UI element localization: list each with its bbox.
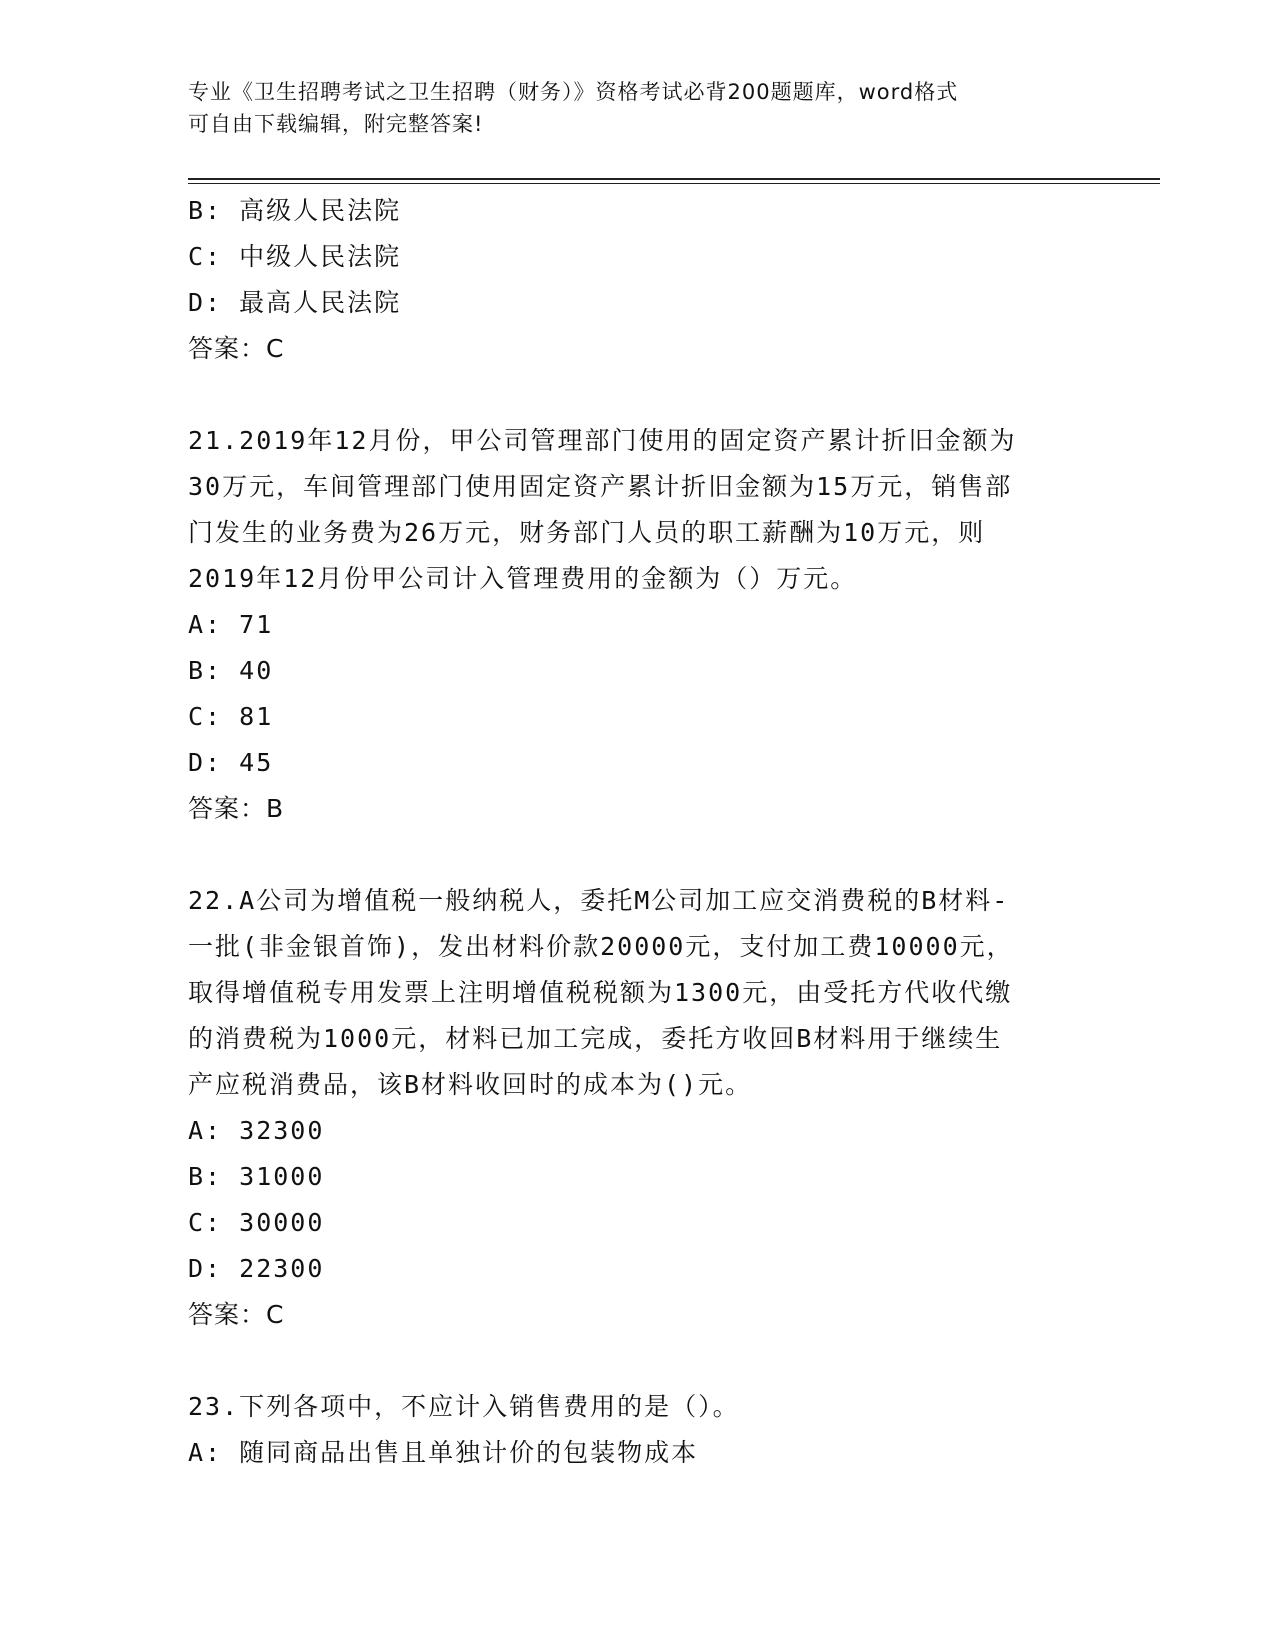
header-title-line-2: 可自由下载编辑，附完整答案! bbox=[188, 112, 484, 136]
question-22 bbox=[188, 878, 1088, 1338]
option-d: D: 最高人民法院 bbox=[188, 288, 402, 317]
prev-question bbox=[188, 188, 1088, 372]
question-23 bbox=[188, 1384, 1088, 1476]
question-stem-line: 30万元，车间管理部门使用固定资产累计折旧金额为15万元，销售部 bbox=[188, 472, 1013, 501]
option-c: C: 81 bbox=[188, 702, 274, 731]
option-a: A: 32300 bbox=[188, 1116, 325, 1145]
question-stem-line: 产应税消费品，该B材料收回时的成本为()元。 bbox=[188, 1070, 753, 1099]
question-stem-line: 一批(非金银首饰)，发出材料价款20000元，支付加工费10000元， bbox=[188, 932, 1014, 961]
header-divider bbox=[188, 178, 1160, 184]
option-b: B: 高级人民法院 bbox=[188, 196, 402, 225]
option-c: C: 30000 bbox=[188, 1208, 325, 1237]
answer: 答案：C bbox=[188, 1300, 285, 1329]
question-stem-line: 2019年12月份甲公司计入管理费用的金额为（）万元。 bbox=[188, 564, 858, 593]
header-title-line-1: 专业《卫生招聘考试之卫生招聘（财务）》资格考试必背200题题库，word格式 bbox=[188, 80, 959, 104]
option-b: B: 31000 bbox=[188, 1162, 325, 1191]
option-d: D: 45 bbox=[188, 748, 274, 777]
page-header bbox=[188, 76, 1088, 140]
option-c: C: 中级人民法院 bbox=[188, 242, 402, 271]
question-stem-line: 的消费税为1000元，材料已加工完成，委托方收回B材料用于继续生 bbox=[188, 1024, 1003, 1053]
question-stem-line: 22.A公司为增值税一般纳税人，委托M公司加工应交消费税的B材料- bbox=[188, 886, 1010, 915]
answer: 答案：B bbox=[188, 794, 285, 823]
answer: 答案：C bbox=[188, 334, 285, 363]
question-21 bbox=[188, 418, 1088, 832]
question-stem-line: 21.2019年12月份，甲公司管理部门使用的固定资产累计折旧金额为 bbox=[188, 426, 1017, 455]
option-a: A: 71 bbox=[188, 610, 274, 639]
question-stem-line: 门发生的业务费为26万元，财务部门人员的职工薪酬为10万元，则 bbox=[188, 518, 986, 547]
document-body bbox=[188, 188, 1088, 1476]
option-b: B: 40 bbox=[188, 656, 274, 685]
option-a: A: 随同商品出售且单独计价的包装物成本 bbox=[188, 1438, 699, 1467]
question-stem-line: 取得增值税专用发票上注明增值税税额为1300元，由受托方代收代缴 bbox=[188, 978, 1013, 1007]
option-d: D: 22300 bbox=[188, 1254, 325, 1283]
question-stem-line: 23.下列各项中，不应计入销售费用的是（）。 bbox=[188, 1392, 740, 1421]
